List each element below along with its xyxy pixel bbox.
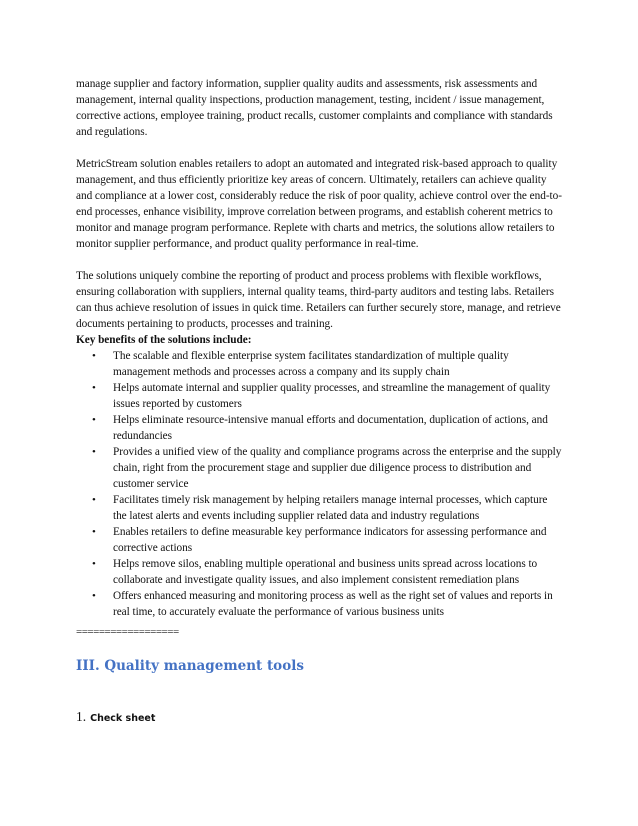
list-item-text: Provides a unified view of the quality and compliance programs across the enterprise and the supply chain, right from the procurement stage and supplier due diligence process to distribution and customer service	[113, 446, 562, 490]
paragraph-supplier-management: manage supplier and factory information, supplier quality audits and assessments, risk assessments and management, internal quality inspections, production management, testing, incident / issue management, corrective actions, employee training, product recalls, customer complaints and compliance with standards and regulations.	[76, 78, 553, 138]
paragraph-metricstream-solution: MetricStream solution enables retailers to adopt an automated and integrated risk-based approach to quality management, and thus efficiently prioritize key areas of concern. Ultimately, retailers can achieve quality and compliance at a lower cost, considerably reduce the risk of poor quality, achieve control over the end-to-end processes, enhance visibility, improve correlation between programs, and establish coherent metrics to monitor and manage program performance. Replete with charts and metrics, the solutions allow retailers to monitor supplier performance, and product quality performance in real-time.	[76, 158, 562, 250]
paragraph-solutions-combine: The solutions uniquely combine the reporting of product and process problems with flexible workflows, ensuring collaboration with suppliers, internal quality teams, third-party auditors and testing labs. Retailers can thus achieve resolution of issues in quick time. Retailers can further securely store, manage, and retrieve documents pertaining to products, processes and training.	[76, 270, 561, 330]
list-item	[92, 524, 562, 556]
bullet-icon: •	[92, 350, 96, 362]
list-item	[92, 412, 562, 444]
list-item-text: Offers enhanced measuring and monitoring process as well as the right set of values and reports in real time, to accurately evaluate the performance of various business units	[113, 590, 553, 618]
list-item	[92, 556, 562, 588]
subsection-number: 1.	[76, 709, 87, 724]
subsection-heading	[76, 708, 155, 728]
subsection-title: Check sheet	[90, 713, 156, 724]
bullet-icon: •	[92, 526, 96, 538]
list-item-text: Enables retailers to define measurable key performance indicators for assessing performance and corrective actions	[113, 526, 547, 554]
list-item-text: Helps eliminate resource-intensive manual efforts and documentation, duplication of actions, and redundancies	[113, 414, 548, 442]
list-item	[92, 444, 562, 492]
bullet-icon: •	[92, 558, 96, 570]
bullet-icon: •	[92, 590, 96, 602]
section-separator: ==================	[76, 626, 179, 638]
section-heading: III. Quality management tools	[76, 658, 304, 674]
list-item-text: Facilitates timely risk management by helping retailers manage internal processes, which capture the latest alerts and events including supplier related data and industry regulations	[113, 494, 548, 522]
key-benefits-list	[76, 348, 562, 620]
key-benefits-heading: Key benefits of the solutions include:	[76, 334, 252, 346]
list-item	[92, 380, 562, 412]
list-item-text: Helps automate internal and supplier quality processes, and streamline the management of quality issues reported by customers	[113, 382, 551, 410]
document-body	[76, 76, 562, 620]
list-item	[92, 588, 562, 620]
list-item-text: The scalable and flexible enterprise system facilitates standardization of multiple quality management methods and processes across a company and its supply chain	[113, 350, 509, 378]
list-item-text: Helps remove silos, enabling multiple operational and business units spread across locations to collaborate and investigate quality issues, and also implement consistent remediation plans	[113, 558, 538, 586]
bullet-icon: •	[92, 414, 96, 426]
bullet-icon: •	[92, 494, 96, 506]
bullet-icon: •	[92, 446, 96, 458]
list-item	[92, 348, 562, 380]
list-item	[92, 492, 562, 524]
bullet-icon: •	[92, 382, 96, 394]
